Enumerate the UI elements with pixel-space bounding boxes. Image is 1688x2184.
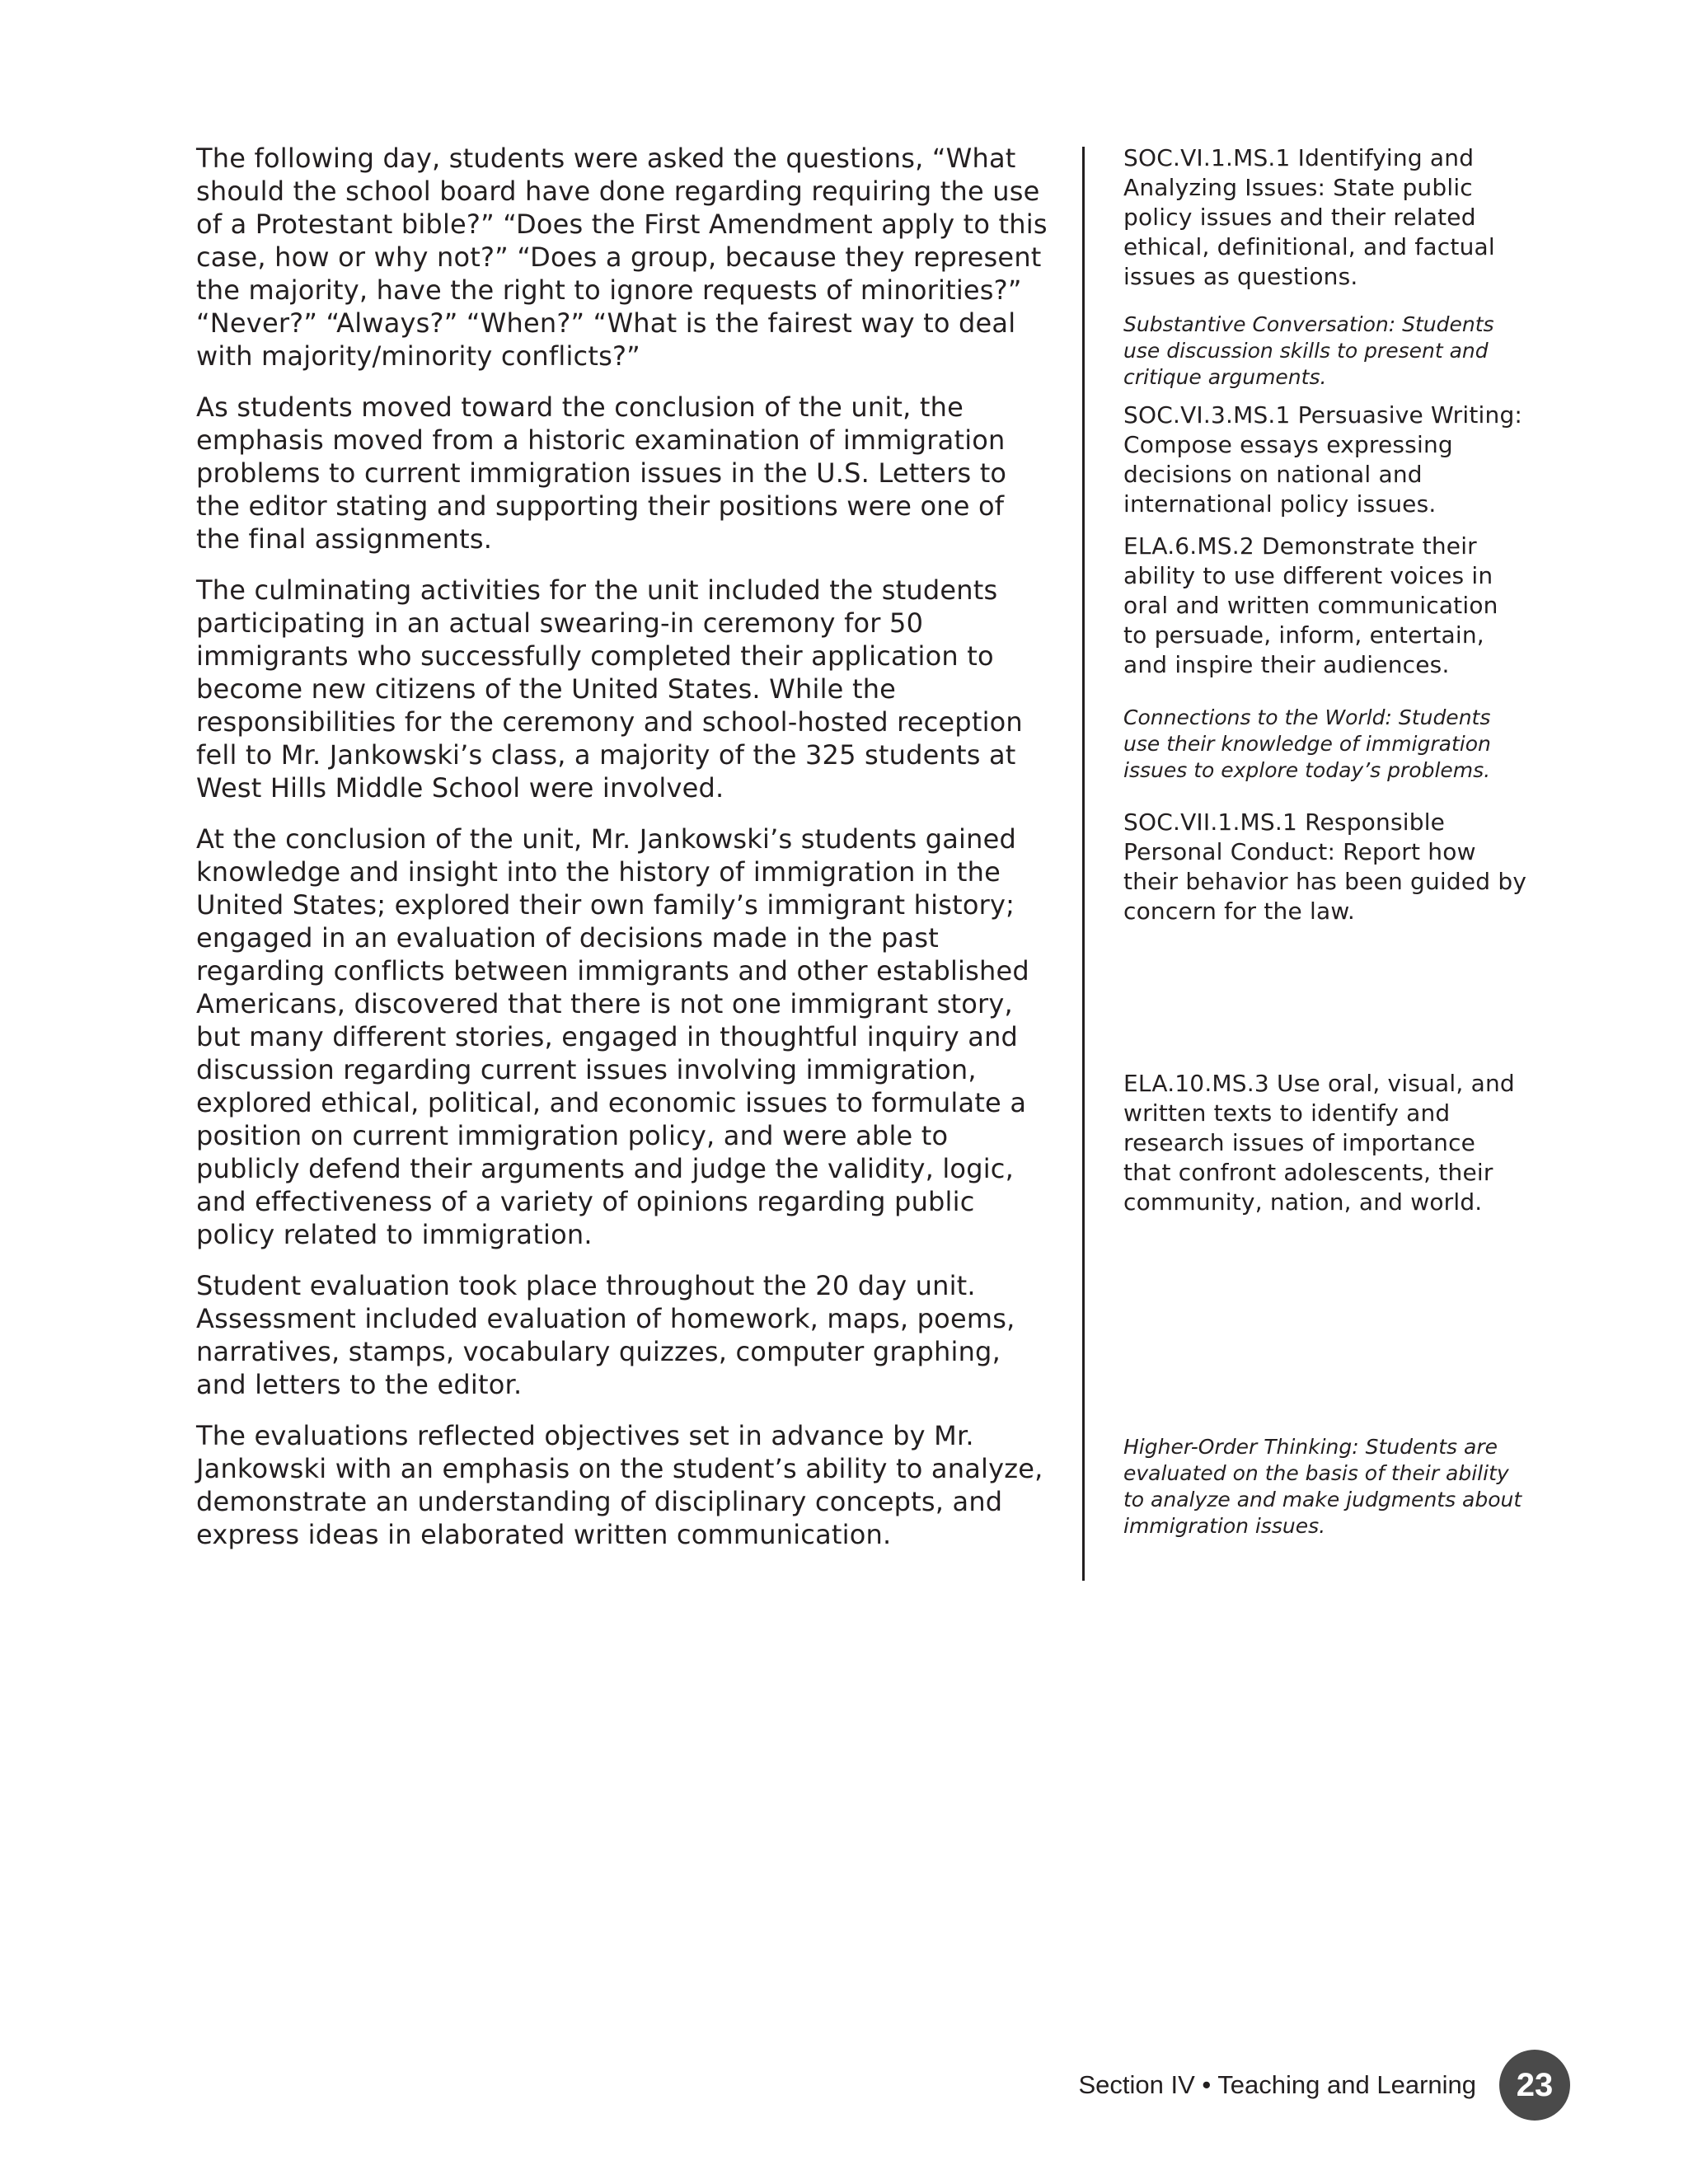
page-number: 23 xyxy=(1516,2066,1554,2103)
standard-note: ELA.6.MS.2 Demonstrate their ability to use different voices in oral and written communication to persuade, inform, entertain, and inspire their audiences. xyxy=(1123,532,1498,678)
body-paragraph: Student evaluation took place throughout the 20 day unit. Assessment included evaluation of homework, maps, poems, narratives, stamps, vocabulary quizzes, computer graphing, and letters to the editor. xyxy=(196,1270,1015,1400)
body-paragraph: The culminating activities for the unit included the students participating in an actual swearing-in ceremony for 50 immigrants who successfully completed their application to become new citizens of the United States. While the responsibilities for the ceremony and school-hosted reception fell to Mr. Jankowski’s class, a majority of the 325 students at West Hills Middle School were involved. xyxy=(196,574,1023,804)
main-text-column xyxy=(196,142,1053,1569)
page-number-badge xyxy=(1499,2050,1570,2121)
italic-note: Higher-Order Thinking: Students are evaluated on the basis of their ability to analyze and make judgments about immigration issues. xyxy=(1123,1435,1522,1538)
column-divider xyxy=(1082,147,1085,1581)
body-paragraph: The following day, students were asked the questions, “What should the school board have done regarding requiring the use of a Protestant bible?” “Does the First Amendment apply to this case, how or why not?” “Does a group, because they represent the majority, have the right to ignore requests of minorities?” “Never?” “Always?” “When?” “What is the fairest way to deal with majority/minority conflicts?” xyxy=(196,143,1048,372)
body-paragraph: At the conclusion of the unit, Mr. Jankowski’s students gained knowledge and insight into the history of immigration in the United States; explored their own family’s immigrant history; engaged in an evaluation of decisions made in the past regarding conflicts between immigrants and other established Americans, discovered that there is not one immigrant story, but many different stories, engaged in thoughtful inquiry and discussion regarding current issues involving immigration, explored ethical, political, and economic issues to formulate a position on current immigration policy, and were able to publicly defend their arguments and judge the validity, logic, and effectiveness of a variety of opinions regarding public policy related to immigration. xyxy=(196,823,1029,1250)
standard-note: SOC.VII.1.MS.1 Responsible Personal Conduct: Report how their behavior has been guided by concern for the law. xyxy=(1123,808,1527,925)
body-paragraph: As students moved toward the conclusion of the unit, the emphasis moved from a historic examination of immigration problems to current immigration issues in the U.S. Letters to the editor stating and supporting their positions were one of the final assignments. xyxy=(196,391,1007,555)
body-paragraph: The evaluations reflected objectives set in advance by Mr. Jankowski with an emphasis on the student’s ability to analyze, demonstrate an understanding of disciplinary concepts, and express ideas in elaborated written communication. xyxy=(196,1420,1043,1550)
footer-section-label: Section IV • Teaching and Learning xyxy=(1078,2070,1476,2099)
standard-note: SOC.VI.3.MS.1 Persuasive Writing: Compose essays expressing decisions on national and international policy issues. xyxy=(1123,401,1523,518)
italic-note: Connections to the World: Students use their knowledge of immigration issues to explore today’s problems. xyxy=(1123,705,1491,782)
italic-note: Substantive Conversation: Students use discussion skills to present and critique arguments. xyxy=(1123,312,1494,389)
standard-note: SOC.VI.1.MS.1 Identifying and Analyzing Issues: State public policy issues and their related ethical, definitional, and factual issues as questions. xyxy=(1123,144,1495,290)
standard-note: ELA.10.MS.3 Use oral, visual, and written texts to identify and research issues of importance that confront adolescents, their community, nation, and world. xyxy=(1123,1070,1515,1216)
page-footer xyxy=(1078,2050,1570,2121)
